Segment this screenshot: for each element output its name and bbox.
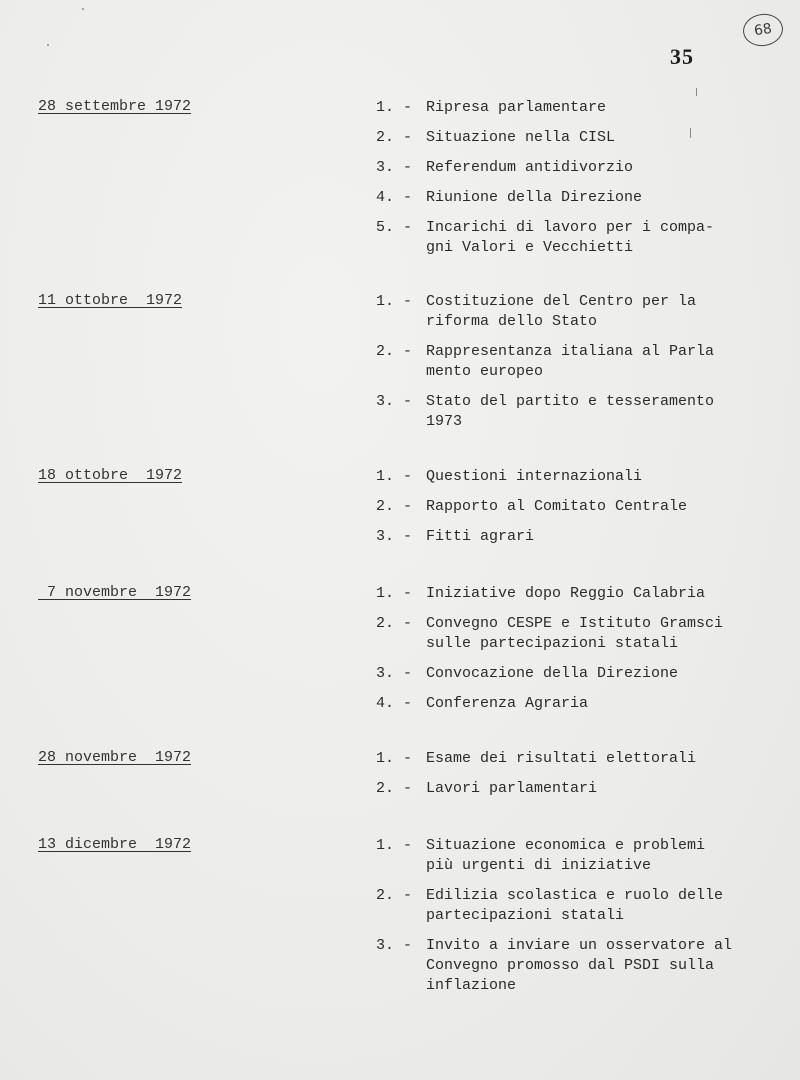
- agenda-item-number: 3. -: [376, 937, 413, 954]
- agenda-list: [376, 292, 771, 442]
- agenda-item-text: Convegno CESPE e Istituto Gramsci sulle partecipazioni statali: [426, 615, 724, 652]
- agenda-item-number: 3. -: [376, 393, 413, 410]
- agenda-item-number: 4. -: [376, 695, 413, 712]
- agenda-item-text: Stato del partito e tesseramento 1973: [426, 393, 715, 430]
- agenda-list: [376, 98, 771, 268]
- agenda-item: [376, 779, 771, 799]
- meeting-date: 28 settembre 1972: [38, 98, 192, 115]
- agenda-list: [376, 584, 771, 724]
- agenda-item: [376, 467, 771, 487]
- agenda-item-number: 1. -: [376, 99, 413, 116]
- agenda-list: [376, 836, 771, 1006]
- agenda-item-number: 2. -: [376, 615, 413, 632]
- agenda-item-text: Ripresa parlamentare: [426, 99, 607, 116]
- agenda-item: [376, 218, 771, 258]
- agenda-item-text: Situazione nella CISL: [426, 129, 616, 146]
- agenda-item: [376, 527, 771, 547]
- page-number: 35: [670, 44, 694, 69]
- meeting-date: 11 ottobre 1972: [38, 292, 183, 309]
- paper-speck: [47, 44, 49, 46]
- agenda-item: [376, 936, 771, 996]
- agenda-item-number: 3. -: [376, 665, 413, 682]
- agenda-item: [376, 614, 771, 654]
- agenda-item-text: Invito a inviare un osservatore al Convegno promosso dal PSDI sulla inflazione: [426, 937, 733, 994]
- agenda-item-number: 2. -: [376, 498, 413, 515]
- agenda-list: [376, 749, 771, 809]
- agenda-item-text: Lavori parlamentari: [426, 780, 598, 797]
- agenda-item-text: Rapporto al Comitato Centrale: [426, 498, 688, 515]
- agenda-item: [376, 694, 771, 714]
- agenda-item-number: 1. -: [376, 585, 413, 602]
- agenda-item-text: Riunione della Direzione: [426, 189, 643, 206]
- agenda-item: [376, 836, 771, 876]
- agenda-item: [376, 497, 771, 517]
- meeting-date: 28 novembre 1972: [38, 749, 192, 766]
- agenda-item-number: 1. -: [376, 750, 413, 767]
- agenda-item: [376, 886, 771, 926]
- agenda-item: [376, 128, 771, 148]
- agenda-item-text: Situazione economica e problemi più urgenti di iniziative: [426, 837, 706, 874]
- agenda-item: [376, 392, 771, 432]
- agenda-item-text: Fitti agrari: [426, 528, 535, 545]
- agenda-item-text: Convocazione della Direzione: [426, 665, 679, 682]
- agenda-item: [376, 664, 771, 684]
- meeting-date: 18 ottobre 1972: [38, 467, 183, 484]
- agenda-item-text: Questioni internazionali: [426, 468, 643, 485]
- agenda-list: [376, 467, 771, 557]
- agenda-item-number: 3. -: [376, 528, 413, 545]
- agenda-item-number: 1. -: [376, 293, 413, 310]
- agenda-item-text: Rappresentanza italiana al Parla mento europeo: [426, 343, 715, 380]
- agenda-item-text: Edilizia scolastica e ruolo delle partecipazioni statali: [426, 887, 724, 924]
- paper-speck: [82, 8, 84, 10]
- agenda-item: [376, 342, 771, 382]
- agenda-item: [376, 158, 771, 178]
- paper-speck: [696, 88, 697, 96]
- meeting-date: 7 novembre 1972: [38, 584, 192, 601]
- agenda-item-text: Referendum antidivorzio: [426, 159, 634, 176]
- agenda-item: [376, 749, 771, 769]
- agenda-item-number: 2. -: [376, 343, 413, 360]
- agenda-item-text: Incarichi di lavoro per i compa- gni Valori e Vecchietti: [426, 219, 715, 256]
- agenda-item-number: 2. -: [376, 887, 413, 904]
- agenda-item-number: 4. -: [376, 189, 413, 206]
- agenda-item-number: 2. -: [376, 129, 413, 146]
- agenda-item-number: 1. -: [376, 837, 413, 854]
- archive-stamp: 68: [741, 11, 785, 48]
- agenda-item: [376, 188, 771, 208]
- agenda-item-number: 2. -: [376, 780, 413, 797]
- agenda-item-text: Esame dei risultati elettorali: [426, 750, 697, 767]
- agenda-item: [376, 98, 771, 118]
- agenda-item-text: Costituzione del Centro per la riforma dello Stato: [426, 293, 697, 330]
- meeting-date: 13 dicembre 1972: [38, 836, 192, 853]
- agenda-item-number: 3. -: [376, 159, 413, 176]
- agenda-item: [376, 292, 771, 332]
- agenda-item-text: Iniziative dopo Reggio Calabria: [426, 585, 706, 602]
- agenda-item-number: 1. -: [376, 468, 413, 485]
- agenda-item-number: 5. -: [376, 219, 413, 236]
- agenda-item-text: Conferenza Agraria: [426, 695, 589, 712]
- agenda-item: [376, 584, 771, 604]
